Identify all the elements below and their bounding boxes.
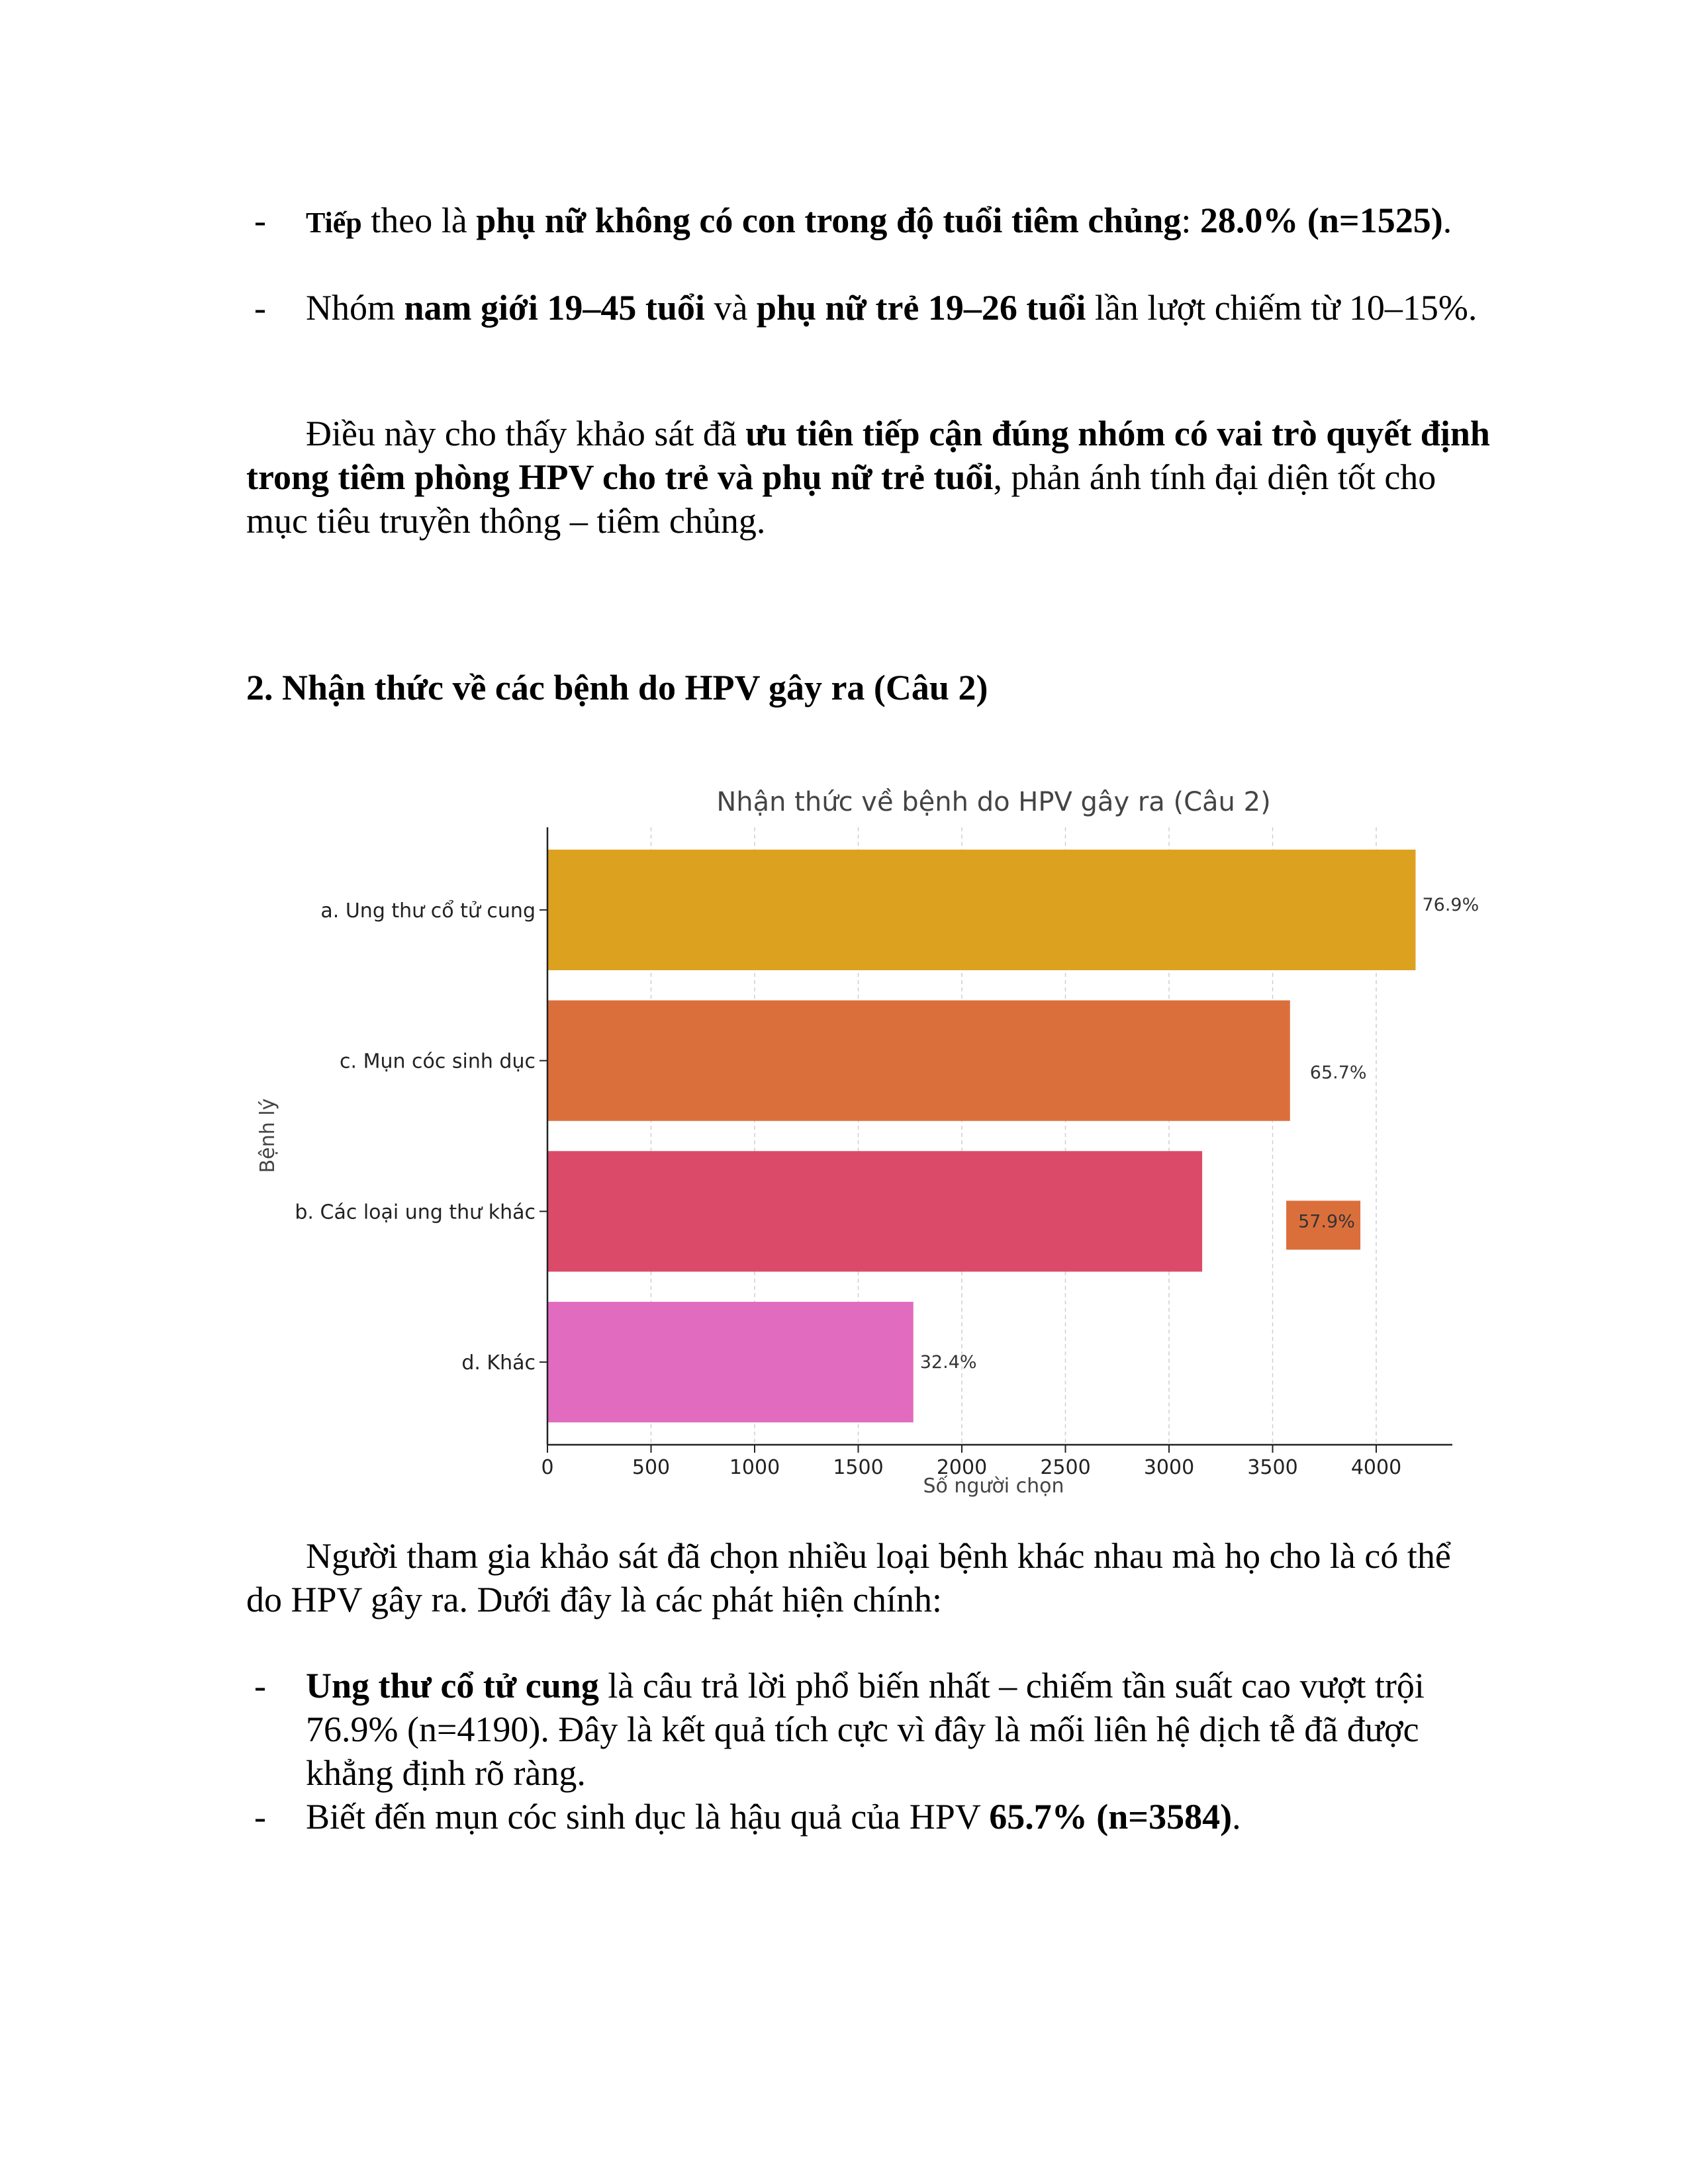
bullet-item-2	[246, 286, 1491, 330]
bar-chart	[246, 778, 1491, 1512]
x-tick-label: 4000	[1350, 1456, 1402, 1479]
bar	[547, 1151, 1202, 1271]
value-label: 65.7%	[1309, 1062, 1367, 1083]
x-tick-label: 2500	[1040, 1456, 1091, 1479]
value-label: 76.9%	[1422, 894, 1479, 915]
bullet-text: Biết đến mụn cóc sinh dục là hậu quả của HPV 65.7% (n=3584).	[306, 1797, 1241, 1837]
bullet-item-1	[246, 199, 1491, 245]
value-label: 57.9%	[1298, 1211, 1355, 1232]
section-heading: 2. Nhận thức về các bệnh do HPV gây ra (Câu 2)	[246, 668, 988, 707]
bullet-dash: -	[254, 201, 266, 240]
bullet-text: Tiếp theo là phụ nữ không có con trong độ tuổi tiêm chủng: 28.0% (n=1525).	[306, 201, 1452, 240]
conclusion-paragraph: Điều này cho thấy khảo sát đã ưu tiên tiếp cận đúng nhóm có vai trò quyết định trong tiêm phòng HPV cho trẻ và phụ nữ trẻ tuổi, phản ánh tính đại diện tốt cho mục tiêu truyền thông – tiêm chủng.	[246, 414, 1490, 541]
bullet-item-4	[246, 1795, 1491, 1839]
bullet-item-3	[246, 1664, 1491, 1795]
chart-title: Nhận thức về bệnh do HPV gây ra (Câu 2)	[716, 787, 1271, 817]
bullet-text: Ung thư cổ tử cung là câu trả lời phổ biến nhất – chiếm tần suất cao vượt trội 76.9% (n=4190). Đây là kết quả tích cực vì đây là mối liên hệ dịch tễ đã được khẳng định rõ ràng.	[306, 1666, 1425, 1793]
x-tick-label: 1500	[833, 1456, 884, 1479]
x-tick-label: 500	[632, 1456, 671, 1479]
chart-bars	[547, 850, 1479, 1422]
y-axis-label: Bệnh lý	[256, 1098, 279, 1173]
category-label: b. Các loại ung thư khác	[295, 1201, 536, 1224]
x-tick-label: 3000	[1143, 1456, 1195, 1479]
category-label: d. Khác	[461, 1351, 536, 1375]
bullet-dash: -	[254, 288, 266, 328]
bullet-dash: -	[254, 1797, 266, 1837]
x-tick-label: 3500	[1247, 1456, 1298, 1479]
category-label: c. Mụn cóc sinh dục	[340, 1050, 536, 1073]
value-label: 32.4%	[919, 1352, 977, 1373]
findings-intro-paragraph: Người tham gia khảo sát đã chọn nhiều loại bệnh khác nhau mà họ cho là có thể do HPV gây ra. Dưới đây là các phát hiện chính:	[246, 1536, 1451, 1619]
x-tick-label: 1000	[729, 1456, 780, 1479]
category-label: a. Ung thư cổ tử cung	[320, 899, 536, 923]
bullet-dash: -	[254, 1666, 266, 1706]
x-axis-label: Số người chọn	[923, 1475, 1064, 1498]
bar	[547, 1302, 914, 1422]
x-tick-label: 0	[541, 1456, 554, 1479]
bar	[547, 850, 1415, 970]
x-tick-label: 2000	[936, 1456, 988, 1479]
bar	[547, 1001, 1290, 1121]
bullet-text: Nhóm nam giới 19–45 tuổi và phụ nữ trẻ 19–26 tuổi lần lượt chiếm từ 10–15%.	[306, 288, 1477, 328]
